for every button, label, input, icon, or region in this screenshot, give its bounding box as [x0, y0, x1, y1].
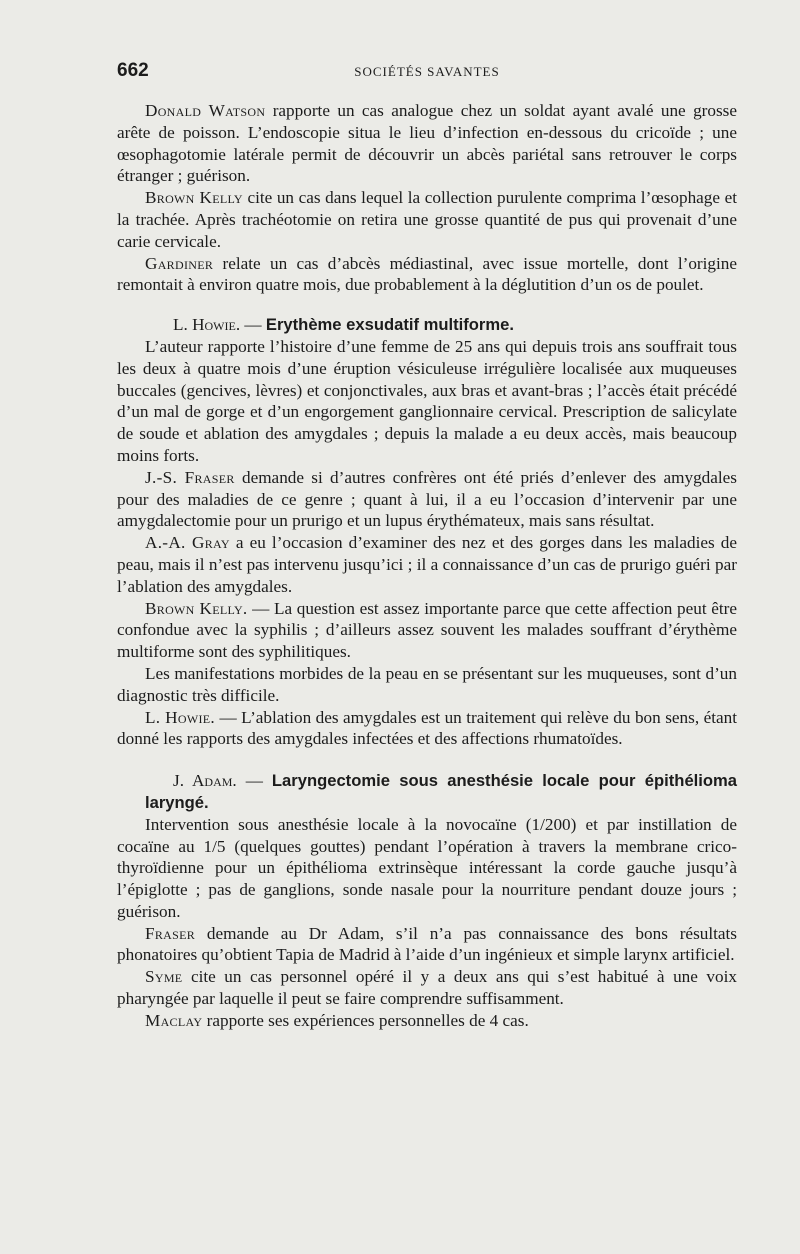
section-title-howie — [117, 314, 737, 336]
paragraph-manifestations — [117, 663, 737, 707]
paragraph-howie-reply — [117, 707, 737, 751]
paragraph-text: Les manifestations morbides de la peau en se présentant sur les muqueuses, sont d’un diagnostic très difficile. — [117, 663, 737, 705]
paragraph-kelly — [117, 187, 737, 252]
paragraph-text: — L’ablation des amygdales est un traitement qui relève du bon sens, étant donné les rapports des amygdales infectées et des affections rhumatoïdes. — [117, 707, 737, 749]
paragraph-text: rapporte ses expériences personnelles de 4 cas. — [202, 1010, 529, 1030]
paragraph-syme — [117, 966, 737, 1010]
section-dash: — — [240, 315, 266, 335]
author-name: Brown Kelly. — [145, 598, 248, 618]
paragraph-text: cite un cas dans lequel la collection purulente comprima l’œsophage et la trachée. Après trachéotomie on retira une grosse quantité de pus qui provenait d’une carie cervicale. — [117, 188, 737, 251]
paragraph-fraser — [117, 467, 737, 532]
paragraph-fraser-2 — [117, 923, 737, 967]
author-name: A.-A. Gray — [145, 533, 230, 553]
author-name: J.-S. Fraser — [145, 467, 235, 487]
author-name: Maclay — [145, 1010, 203, 1030]
paragraph-text: a eu l’occasion d’examiner des nez et des gorges dans les maladies de peau, mais il n’est pas intervenu jusqu’ici ; il a connaissance d’un cas de prurigo guéri par l’ablation des amygdales. — [117, 533, 737, 596]
paragraph-text: — La question est assez importante parce que cette affection peut être confondue avec la syphilis ; d’ailleurs assez souvent les malades souffrant d’érythème multiforme sont des syphilitiques. — [117, 598, 738, 662]
section-author: L. Howie. — [173, 315, 241, 335]
section-dash: — — [236, 771, 272, 791]
author-name: Fraser — [145, 923, 196, 943]
paragraph-gardiner — [117, 253, 737, 297]
paragraph-text: demande au Dr Adam, s’il n’a pas connaissance des bons résultats phonatoires qu’obtient Tapia de Madrid à l’aide d’un ingénieux et simple larynx artificiel. — [117, 923, 737, 965]
author-name: Gardiner — [145, 253, 214, 273]
section-title-adam — [117, 770, 737, 814]
paragraph-text: L’auteur rapporte l’histoire d’une femme de 25 ans qui depuis trois ans souffrait tous les deux à quatre mois d’une éruption vésiculeuse irrégulière localisée aux muqueuses buccales (gencives, lèvres) et conjonctivales, aux bras et avant-bras ; l’accès était précédé d’un mal de gorge et d’un engorgement ganglionnaire cervical. Prescription de salicylate de soude et ablation des amygdales ; depuis la malade a eu deux accès, mais beaucoup moins forts. — [117, 336, 737, 465]
paragraph-text: Intervention sous anesthésie locale à la novocaïne (1/200) et par instillation de cocaïne au 1/5 (quelques gouttes) pendant l’opération à travers la membrane crico-thyroïdienne pour un épithélioma extrinsèque intéressant la corde gauche jusqu’à l’épiglotte ; pas de ganglions, sonde nasale pour la nourriture pendant douze jours ; guérison. — [117, 814, 737, 921]
author-name: Donald Watson — [145, 101, 266, 120]
paragraph-maclay — [117, 1010, 737, 1032]
paragraph-watson — [117, 100, 737, 187]
article-body — [117, 100, 737, 1032]
running-head: SOCIÉTÉS SAVANTES — [354, 64, 500, 79]
paragraph-kelly-2 — [117, 598, 737, 663]
paragraph-intervention — [117, 814, 737, 923]
page-number: 662 — [117, 60, 149, 81]
author-name: Syme — [145, 967, 183, 987]
paragraph-text: demande si d’autres confrères ont été priés d’enlever des amygdales pour des maladies de ce genre ; quant à lui, il a eu l’occasion d’intervenir par une amygdalectomie pour un prurigo et un lupus érythémateux, mais sans résultat. — [117, 467, 737, 531]
author-name: L. Howie. — [145, 707, 216, 727]
author-name: Brown Kelly — [145, 188, 243, 208]
section-heading: Laryngectomie sous anesthésie locale pour épithélioma laryngé. — [145, 771, 738, 812]
paragraph-text: relate un cas d’abcès médiastinal, avec issue mortelle, dont l’origine remontait à environ quatre mois, due probablement à la déglutition d’un os de poulet. — [117, 253, 737, 295]
paragraph-text: cite un cas personnel opéré il y a deux ans qui s’est habitué à une voix pharyngée par laquelle il peut se faire comprendre suffisamment. — [117, 967, 737, 1009]
paragraph-text: rapporte un cas analogue chez un soldat ayant avalé une grosse arête de poisson. L’endoscopie situa le lieu d’infection en-dessous du cricoïde ; une œsophagotomie latérale permit de découvrir un abcès pariétal sans retrouver le corps étranger ; guérison. — [117, 101, 737, 186]
section-heading: Erythème exsudatif multiforme. — [265, 315, 514, 335]
page-header — [117, 60, 737, 84]
section-author: J. Adam. — [173, 771, 237, 791]
paragraph-case — [117, 336, 737, 467]
paragraph-gray — [117, 532, 737, 597]
